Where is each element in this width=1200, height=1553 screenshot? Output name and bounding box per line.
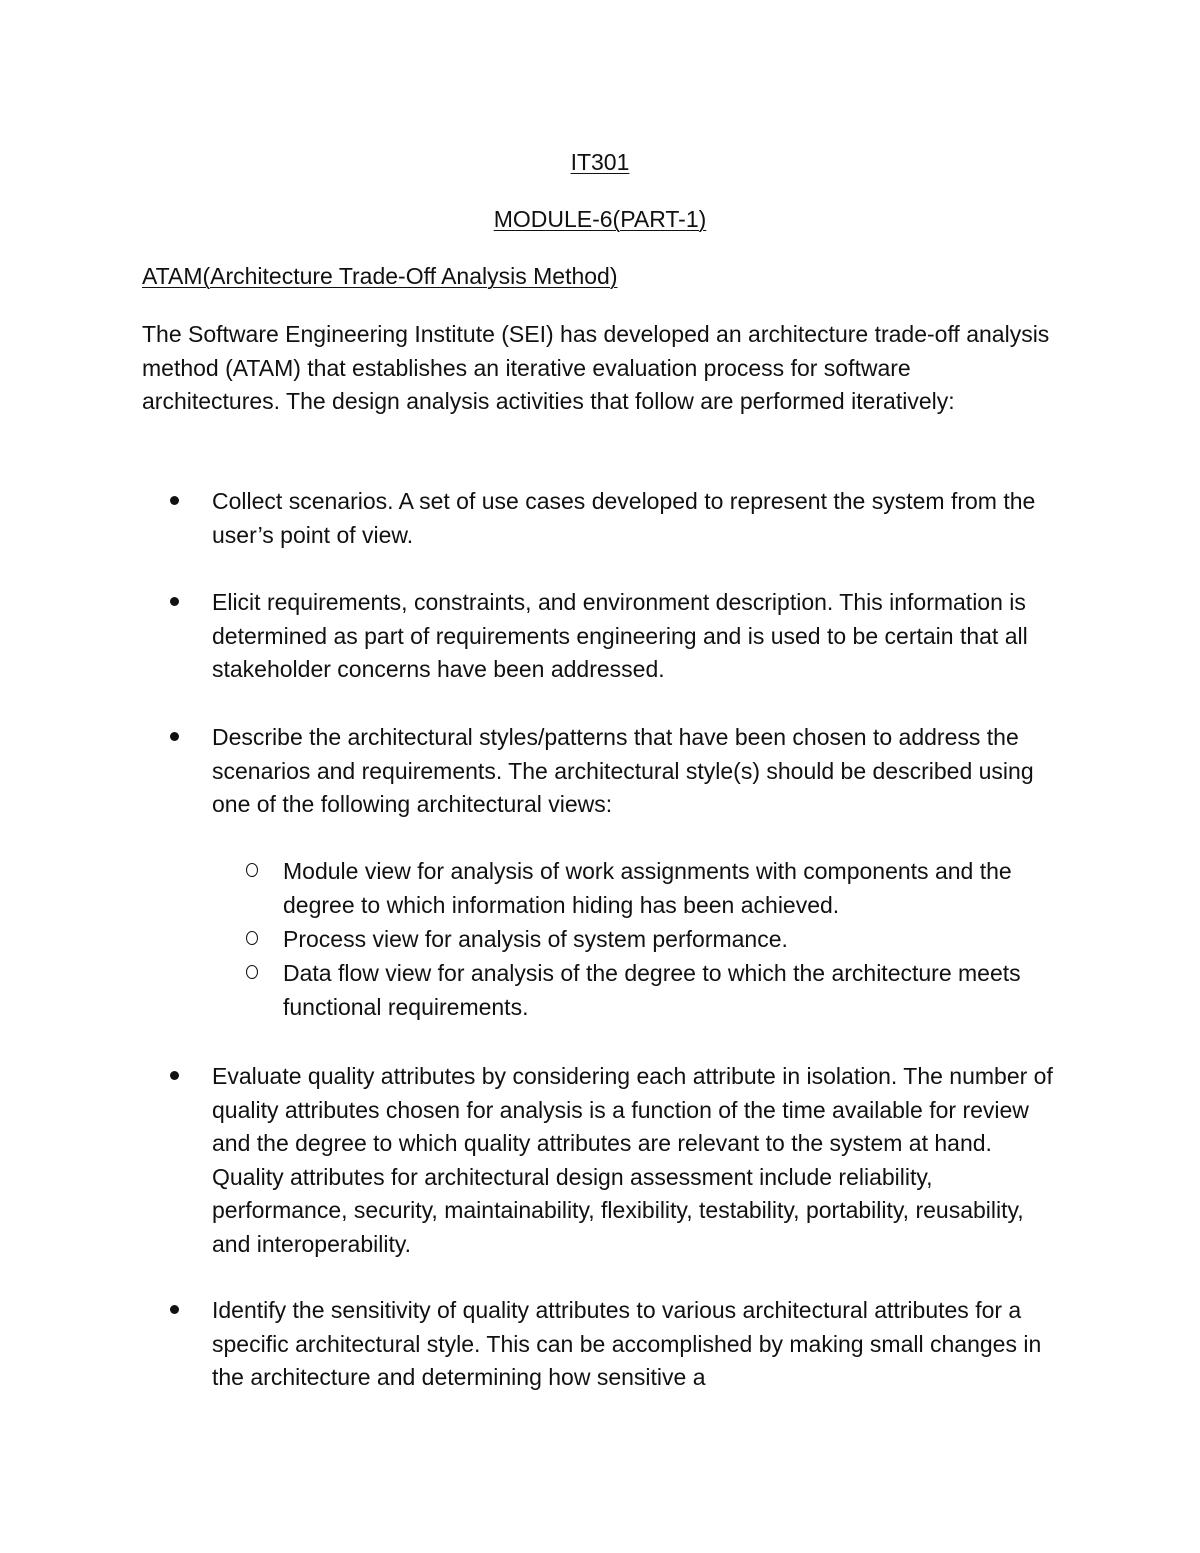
intro-paragraph: The Software Engineering Institute (SEI) has developed an architecture trade-off analysis method (ATAM) that establishes an iterative evaluation process for software architectures. The design analysis activities that follow are performed iteratively: [142, 321, 1050, 415]
bullet-text: Collect scenarios. A set of use cases developed to represent the system from the user’s point of view. [212, 488, 1036, 548]
bullet-icon [170, 597, 179, 606]
sub-bullet-text: Process view for analysis of system performance. [283, 926, 788, 952]
bullet-text: Describe the architectural styles/patterns that have been chosen to address the scenarios and requirements. The architectural style(s) should be described using one of the following architectural views: [212, 724, 1034, 818]
module-title: MODULE-6(PART-1) [493, 206, 707, 232]
bullet-icon [170, 732, 179, 741]
circle-bullet-icon [246, 863, 258, 877]
bullet-icon [170, 496, 179, 505]
sub-bullet-text: Module view for analysis of work assignments with components and the degree to which information hiding has been achieved. [283, 858, 1012, 918]
bullet-icon [170, 1071, 179, 1080]
section-heading: ATAM(Architecture Trade-Off Analysis Method) [142, 263, 618, 289]
course-code: IT301 [570, 149, 630, 175]
circle-bullet-icon [246, 931, 258, 945]
bullet-text: Evaluate quality attributes by considering each attribute in isolation. The number of quality attributes chosen for analysis is a function of the time available for review and the degree to which quality attributes are relevant to the system at hand. Quality attributes for architectural design assessment include reliability, performance, security, maintainability, flexibility, testability, portability, reusability, and interoperability. [212, 1063, 1053, 1257]
bullet-icon [170, 1305, 179, 1314]
sub-bullet-text: Data flow view for analysis of the degree to which the architecture meets functional requirements. [283, 960, 1021, 1020]
bullet-text: Elicit requirements, constraints, and environment description. This information is determined as part of requirements engineering and is used to be certain that all stakeholder concerns have been addressed. [212, 589, 1028, 683]
bullet-text: Identify the sensitivity of quality attributes to various architectural attributes for a specific architectural style. This can be accomplished by making small changes in the architecture and determining how sensitive a [212, 1297, 1042, 1391]
circle-bullet-icon [246, 965, 258, 979]
